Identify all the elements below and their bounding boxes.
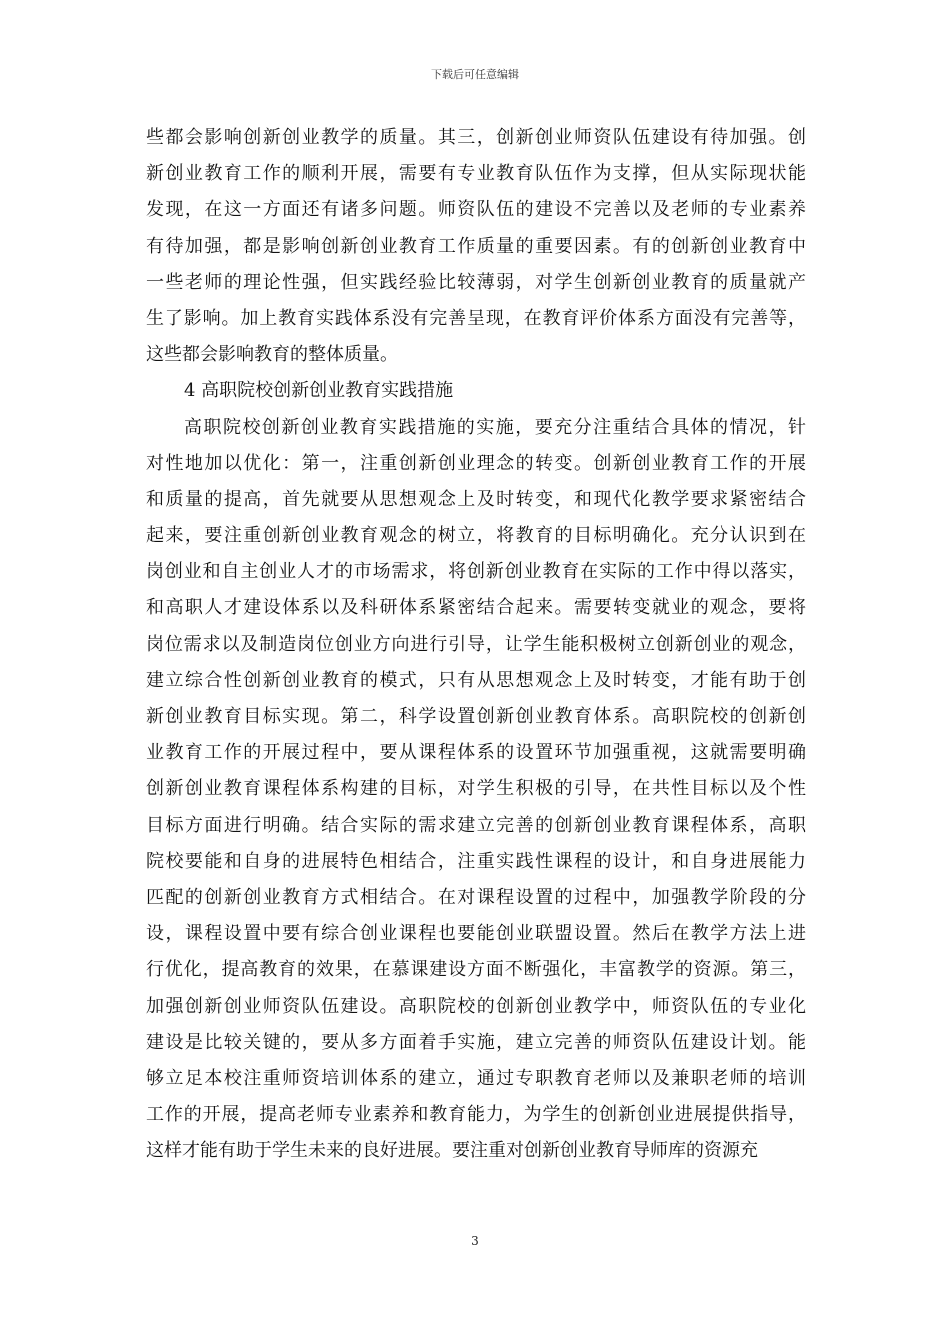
text-line: 高职院校创新创业教育实践措施的实施，要充分注重结合具体的情况，针: [184, 416, 806, 438]
text-line: 匹配的创新创业教育方式相结合。在对课程设置的过程中，加强教学阶段的分: [146, 886, 806, 908]
text-line: 有待加强，都是影响创新创业教育工作质量的重要因素。有的创新创业教育中: [146, 235, 806, 257]
text-line: 生了影响。加上教育实践体系没有完善呈现，在教育评价体系方面没有完善等，: [146, 307, 806, 329]
text-line: 岗位需求以及制造岗位创业方向进行引导，让学生能积极树立创新创业的观念，: [146, 633, 806, 655]
text-line: 建设是比较关键的，要从多方面着手实施，建立完善的师资队伍建设计划。能: [146, 1031, 806, 1053]
text-line: 行优化，提高教育的效果，在慕课建设方面不断强化，丰富教学的资源。第三，: [146, 959, 806, 981]
text-line: 加强创新创业师资队伍建设。高职院校的创新创业教学中，师资队伍的专业化: [146, 995, 806, 1017]
text-line: 创新创业教育课程体系构建的目标，对学生积极的引导，在共性目标以及个性: [146, 778, 806, 800]
text-line: 工作的开展，提高老师专业素养和教育能力，为学生的创新创业进展提供指导，: [146, 1104, 806, 1126]
page-header: 下载后可任意编辑: [431, 68, 519, 81]
text-line: 些都会影响创新创业教学的质量。其三，创新创业师资队伍建设有待加强。创: [146, 127, 806, 148]
text-line: 岗创业和自主创业人才的市场需求，将创新创业教育在实际的工作中得以落实，: [146, 561, 806, 583]
text-line: 院校要能和自身的进展特色相结合，注重实践性课程的设计，和自身进展能力: [146, 850, 806, 872]
text-line: 新创业教育目标实现。第二，科学设置创新创业教育体系。高职院校的创新创: [146, 706, 806, 727]
document-body: [146, 120, 806, 1169]
text-line: 和高职人才建设体系以及科研体系紧密结合起来。需要转变就业的观念，要将: [146, 597, 806, 619]
section-heading: [146, 373, 806, 409]
text-line: 发现，在这一方面还有诸多问题。师资队伍的建设不完善以及老师的专业素养: [146, 199, 806, 221]
text-line: 设，课程设置中要有综合创业课程也要能创业联盟设置。然后在教学方法上进: [146, 923, 806, 945]
text-line: 这些都会影响教育的整体质量。: [146, 344, 398, 366]
heading-text: 4 高职院校创新创业教育实践措施: [184, 380, 454, 402]
text-line: 建立综合性创新创业教育的模式，只有从思想观念上及时转变，才能有助于创: [146, 669, 806, 691]
text-line: 够立足本校注重师资培训体系的建立，通过专职教育老师以及兼职老师的培训: [146, 1067, 806, 1089]
text-line: 这样才能有助于学生未来的良好进展。要注重对创新创业教育导师库的资源充: [146, 1140, 758, 1162]
text-line: 一些老师的理论性强，但实践经验比较薄弱，对学生创新创业教育的质量就产: [146, 271, 806, 293]
text-line: 起来，要注重创新创业教育观念的树立，将教育的目标明确化。充分认识到在: [146, 525, 806, 547]
paragraph: [146, 410, 806, 1170]
text-line: 目标方面进行明确。结合实际的需求建立完善的创新创业教育课程体系，高职: [146, 814, 806, 836]
text-line: 新创业教育工作的顺利开展，需要有专业教育队伍作为支撑，但从实际现状能: [146, 163, 806, 185]
page-number: 3: [471, 1234, 479, 1248]
text-line: 业教育工作的开展过程中，要从课程体系的设置环节加强重视，这就需要明确: [146, 742, 806, 764]
text-line: 和质量的提高，首先就要从思想观念上及时转变，和现代化教学要求紧密结合: [146, 488, 806, 510]
paragraph: [146, 120, 806, 373]
text-line: 对性地加以优化：第一，注重创新创业理念的转变。创新创业教育工作的开展: [146, 452, 806, 474]
